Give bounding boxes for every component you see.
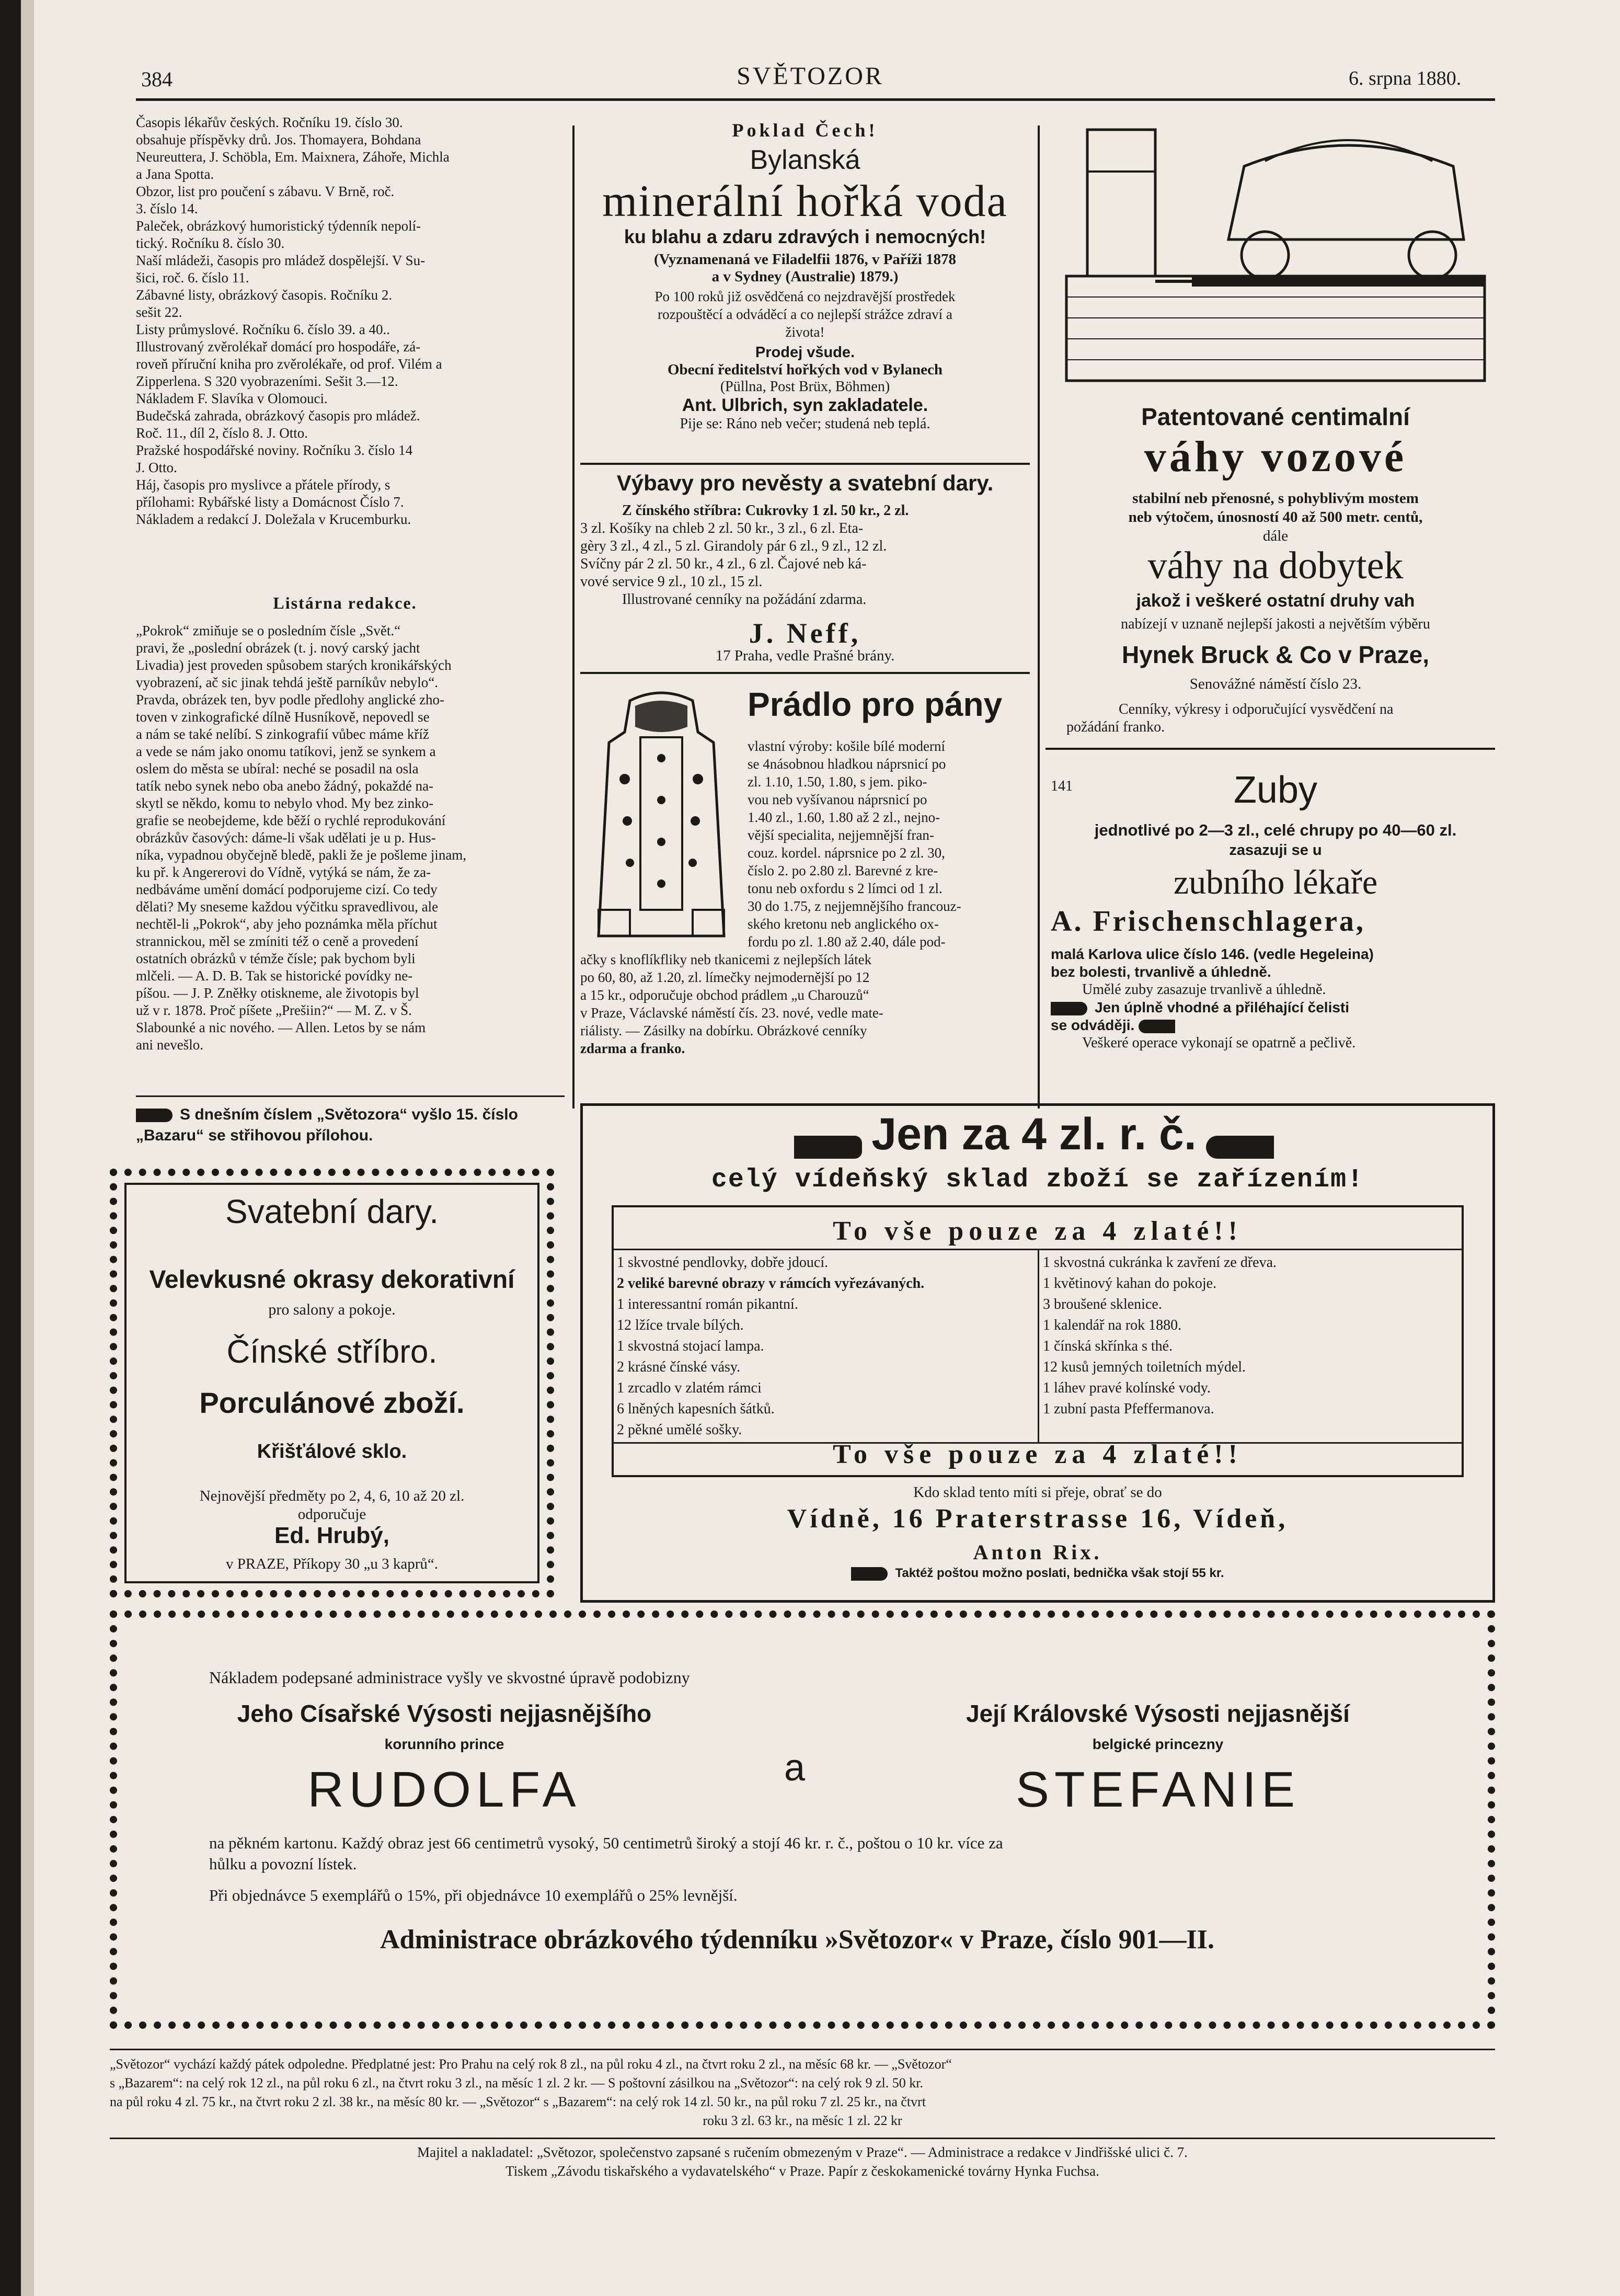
box-title: To vše pouze za 4 zlaté!! [833, 1216, 1243, 1246]
frischenschlager-name: A. Frischenschlagera, [1051, 905, 1365, 938]
vybavy-rule [580, 672, 1030, 674]
box-divider [1038, 1249, 1039, 1442]
vahy-rule [1045, 748, 1495, 750]
column-divider-1 [572, 125, 575, 1109]
footer-rule-top [110, 2049, 1495, 2050]
shirt-illustration [583, 685, 740, 957]
bylanska-rule [580, 463, 1030, 465]
bylanska-slogan: ku blahu a zdaru zdravých i nemocných! [624, 226, 986, 247]
vybavy-text: Z čínského stříbra: Cukrovky 1 zl. 50 kr., 2 zl. 3 zl. Košíky na chleb 2 zl. 50 kr., 3 zl., 6 zl. Eta- gèry 3 zl., 4 zl., 5 zl. Girandoly pár 6 zl., 9 zl., 12 zl. Svíčny pár 2 zl. 50 kr., 4 zl., 6 zl. Čajové neb ká- vové service 9 zl., 10 zl., 15 zl. Illustrované cenníky na požádání zdarma. [580, 502, 909, 608]
bylanska-kicker: Poklad Čech! [732, 120, 878, 141]
zuby-text: malá Karlova ulice číslo 146. (vedle Hegeleina) bez bolesti, trvanlivě a úhledně. Umělé zuby zasazuje trvanlivě a úhledně. Jen úplně vhodné a přiléhající čelisti se odváději. Veškeré operace vykonají se opatrně a pečlivě. [1051, 946, 1374, 1051]
vahy-big2: váhy na dobytek [1147, 544, 1404, 587]
bylanska-ad: Poklad Čech! Bylanská minerální hořká voda ku blahu a zdaru zdravých i nemocných! (Vyznamenaná ve Filadelfii 1876, v Paříži 1878 a v Sydney (Australie) 1879.) Po 100 roků již osvědčená co nejzdravější prostředek rozpouštěcí a odváděcí a co nejlepší strážce zdraví a života! Prodej všude. Obecní ředitelství hořkých vod v Bylanech (Püllna, Post Brüx, Böhmen) Ant. Ulbrich, syn zakladatele. Pije se: Ráno neb večer; studená neb teplá. [580, 119, 1030, 432]
neff-address: 17 Praha, vedle Prašné brány. [715, 647, 895, 664]
portraits-body: na pěkném kartonu. Každý obraz jest 66 centimetrů vysoký, 50 centimetrů široký a stojí 46 kr. r. č., poštou o 10 kr. více za hůlku a povozní lístek. Při objednávce 5 exemplářů o 15%, při objednávce 10 exemplářů o 25% levnější. [209, 1834, 1003, 1904]
vahy-big: váhy vozové [1144, 432, 1407, 481]
pradlo-text-full: ačky s knoflíkfliky neb tkanicemi z nejlepších látek po 60, 80, až 1.20, zl. límečky nejmodernější po 12 a 15 kr., odporučuje obchod prádlem „u Charouzů“ v Praze, Václavské náměstí čís. 23. nové, vedle mate- riálisty. — Zásilky na dobírku. Obrázkové cenníky zdarma a franko. [580, 952, 883, 1056]
header-rule [136, 98, 1495, 101]
zuby-big: zubního lékaře [1173, 863, 1378, 901]
publisher-info: Majitel a nakladatel: „Světozor, společenstvo zapsané s ručením obmezeným v Praze“. — Administrace a redakce v Jindřišské ulici č. 7. Tiskem „Závodu tiskařského a vydavatelského“ v Praze. Papír z českokamenické továrny Hynka Fuchsa. [417, 2144, 1188, 2179]
binding-shadow [21, 0, 34, 2296]
scale-illustration [1056, 119, 1495, 391]
footer-rule-mid [110, 2138, 1495, 2139]
newspaper-page: 384 SVĚTOZOR 6. srpna 1880. Časopis lékařův českých. Ročníku 19. číslo 30. obsahuje příspěvky drů. Jos. Thomayera, Bohdana Neureuttera, J. Schöbla, Em. Maixnera, Záhoře, Michla a Jana Spotta. Obzor, list pro poučení s zábavu. V Brně, roč. 3. číslo 14. Paleček, obrázkový humoristický týdenník nepolí- tický. Ročníku 8. číslo 30. Naší mládeži, časopis pro mládež dospělejší. V Su- šici, roč. 6. číslo 11. Zábavné listy, obrázkový časopis. Ročníku 2. sešit 22. Listy průmyslové. Ročníku 6. číslo 39. a 40.. Illustrovaný zvěrolékař domácí pro hospodáře, zá- roveň příruční kniha pro zvěrolékaře, od prof. Vilém a Zipperlena. S 320 vyobrazeními. Sešit 3.—12. Nákladem F. Slavíka v Olomouci. Budečská zahrada, obrázkový časopis pro mládež. Roč. 11., díl 2, číslo 8. J. Otto. Pražské hospodářské noviny. Ročníku 3. číslo 14 J. Otto. Háj, časopis pro myslivce a přátele přírody, s přílohami: Rybářské listy a Domácnost Číslo 7. Nákladem a redakcí J. Doležala v Krucemburku. Listárna redakce. „Pokrok“ zmiňuje se o posledním čísle „Svět.“ pravi, že „poslední obrázek (t. j. nový carský jacht Livadia) jest proveden spůsobem starých kronikářských vyobrazení, ač sic jinak tehdá ještě parníkův nebylo“. Pravda, obrázek ten, byv podle předlohy anglické zho- toven v zinkografické dílně Husníkově, nepovedl se a nám se také nelíbí. S zinkografií vůbec máme kříž a vede se nám jako onomu tatíkovi, jenž se synkem a oslem do města se ubíral: neché se posadil na osla tatík nebo synek nebo oba anebo žádný, pokaždé na- skytl se někdo, komu to nebylo vhod. My bez zinko- grafie se neobejdeme, kde běží o rychlé reprodukování obrázkův časových: dáme-li však udělati je u p. Hus- níka, vypadnou obyčejně bledě, pakli že je pošleme jinam, ku př. k Angererovi do Vídně, vytýká se nám, že za- nedbáváme umění domácí podporujeme cizí. Co tedy dělati? My sneseme každou výčitku spravedlivou, ale nechtěl-li „Pokrok“, aby jeho poznámka měla příchut strannickou, měl se zmíniti též o ceně a provedení ostatních obrázků v témže čísle; pak bychom byli mlčeli. — A. D. B. Tak se historické povídky ne- píšou. — J. P. Zněłky otiskneme, ale životopis byl už v r. 1878. Proč píšete „Prešiin?“ — M. Z. v Š. Slabounké a nic nového. — Allen. Letos by se nám ani nevešlo. S dnešním číslem „Světozora“ vyšlo 15. číslo „Bazaru“ se střihovou přílohou. Poklad Čech! Bylanská minerální hořká voda ku blahu a zdaru zdravých i nemocných! (Vyznamenaná ve Filadelfii 1876, v Paříži 1878 a v Sydney (Australie) 1879.) Po 100 roků již osvědčená co nejzdravější prostředek rozpouštěcí a odváděcí a co nejlepší strážce zdraví a života! Prodej všude. Obecní ředitelství hořkých vod v Bylanech (Püllna, Post Brüx, Böhmen) Ant. Ulbrich, syn zakladatele. Pije se: Ráno neb večer; studená neb teplá. Výbavy pro nevěsty a svatební dary. Z čínského stříbra: Cukrovky 1 zl. 50 kr., 2 zl. 3 zl. Košíky na chleb 2 zl. 50 kr., 3 zl., 6 zl. Eta- gèry 3 zl., 4 zl., 5 zl. Girandoly pár 6 zl., 9 zl., 12 zl. Svíčny pár 2 zl. 50 kr., 4 zl., 6 zl. Čajové neb ká- vové service 9 zl., 10 zl., 15 zl. Illustrované cenníky na požádání zdarma. J. Neff, 17 Praha, vedle Prašné brány. Prádlo pro pány vlastní výroby: košile bílé moderní se 4násobnou hladkou náprsnicí po zl. 1.10, 1.50, 1.80, s jem. piko- vou neb vyšívanou náprsnicí po 1.40 zl., 1.60, 1.80 až 2 zl., nejno- vější specialita, nejjemnější fran- couz. kordel. náprsnice po 2 zl. 30, číslo 2. po 2.80 zl. Barevné z kre- tonu neb oxfordu s 2 límci od 1 zl. 30 do 1.75, z nejjemnějšího francouz- ského kretonu neb anglického ox- fordu po zl. 1.80 až 2.40, dále pod- ačky s knoflíkfliky neb tkanicemi z nejlepších látek po 60, 80, až 1.20, zl. límečky nejmodernější po 12 a 15 kr., odporučuje obchod prádlem „u Charouzů“ v Praze, Václavské náměstí čís. 23. nové, vedle mate- riálisty. — Zásilky na dobírku. Obrázkové cenníky zdarma a franko. Patentované centimalní váhy vozové stabilní neb přenosné, s pohyblivým mostem neb výtočem, únosností 40 až 500 metr. centů, dále váhy na dobytek jakož i veškeré ostatní druhy vah nabízejí v uznaně nejlepší jakosti a největším výběru Hynek Bruck & Co v Praze, Senovážné náměstí číslo 23. Cenníky, výkresy i odporučující vysvědčení na požádání franko. 141 Zuby jednotlivé po 2—3 zl., celé chrupy po 40—60 zl. zasazuji se u zubního lékaře A. Frischenschlagera, malá Karlova ulice číslo 146. (vedle Hegeleina) bez bolesti, trvanlivě a úhledně. Umělé zuby zasazuje trvanlivě a úhledně. Jen úplně vhodné a přiléhající čelisti se odváději. Veškeré operace vykonají se opatrně a pečlivě. Jen za 4 zl. r. č. celý vídeňský sklad zboží se zařízením! To vše pouze za 4 zlaté!! 1 skvostné pendlovky, dobře jdoucí. 2 veliké barevné obrazy v rámcích vyřezávaných. 1 interessantní román pikantní. 12 lžíce trvale bílých. 1 skvostná stojací lampa. 2 krásné čínské vásy. 1 zrcadlo v zlatém rámci 6 lněných kapesních šátků. 2 pěkné umělé sošky. 1 skvostná cukránka k zavření ze dřeva. 1 květinový kahan do pokoje. 3 broušené sklenice. 1 kalendář na rok 1880. 1 čínská skřínka s thé. 12 kusů jemných toiletních mýdel. 1 láhev pravé kolínské vody. 1 zubní pasta Pfeffermanova. To vše pouze za 4 zlaté!! Kdo sklad tento míti si přeje, obrať se do Vídně, 16 Praterstrasse 16, Vídeň, Anton Rix. Taktéž poštou možno poslati, bednička však stojí 55 kr. Svatební dary. Velevkusné okrasy dekorativní pro salony a pokoje. Čínské stříbro. Porculánové zboží. Křišťálové sklo. Nejnovější předměty po 2, 4, 6, 10 až 20 zl. odporučuje Ed. Hrubý, v PRAZE, Příkopy 30 „u 3 kaprů“. Nákladem podepsané administrace vyšly ve skvostné úpravě podobizny Jeho Císařské Výsosti nejjasnějšího korunního prince RUDOLFA a Její Královské Výsosti nejjasnější belgické princezny STEFANIE na pěkném kartonu. Každý obraz jest 66 centimetrů vysoký, 50 centimetrů široký a stojí 46 kr. r. č., poštou o 10 kr. více za hůlku a povozní lístek. Při objednávce 5 exemplářů o 15%, při objednávce 10 exemplářů o 25% levnější. Administrace obrázkového týdenníku »Světozor« v Praze, číslo 901—II. „Světozor“ vychází každý pátek odpoledne. Předplatné jest: Pro Prahu na celý rok 8 zl., na půl roku 4 zl., na čtvrt roku 2 zl., na měsíc 68 kr. — „Světozor“ s „Bazarem“: na celý rok 12 zl., na půl roku 6 zl., na čtvrt roku 3 zl., na měsíc 1 zl. 2 kr. — S poštovní zásilkou na „Světozor“: na celý rok 9 zl. 50 kr. na půl roku 4 zl. 75 kr., na čtvrt roku 2 zl. 38 kr., na měsíc 80 kr. — „Světozor“ s „Bazarem“: na celý rok 14 zl. 50 kr., na půl roku 7 zl. 25 kr., na čtvrt roku 3 zl. 63 kr., na měsíc 1 zl. 22 kr Majitel a nakladatel: „Světozor, společenstvo zapsané s ručením obmezeným v Praze“. — Administrace a redakce v Jindřišské ulici č. 7. Tiskem „Závodu tiskařského a vydavatelského“ v Praze. Papír z českokamenické továrny Hynka Fuchsa. [0, 0, 1620, 2296]
periodicals-list: Časopis lékařův českých. Ročníku 19. číslo 30. obsahuje příspěvky drů. Jos. Thomayera, Bohdana Neureuttera, J. Schöbla, Em. Maixnera, Záhoře, Michla a Jana Spotta. Obzor, list pro poučení s zábavu. V Brně, roč. 3. číslo 14. Paleček, obrázkový humoristický týdenník nepolí- tický. Ročníku 8. číslo 30. Naší mládeži, časopis pro mládež dospělejší. V Su- šici, roč. 6. číslo 11. Zábavné listy, obrázkový časopis. Ročníku 2. sešit 22. Listy průmyslové. Ročníku 6. číslo 39. a 40.. Illustrovaný zvěrolékař domácí pro hospodáře, zá- roveň příruční kniha pro zvěrolékaře, od prof. Vilém a Zipperlena. S 320 vyobrazeními. Sešit 3.—12. Nákladem F. Slavíka v Olomouci. Budečská zahrada, obrázkový časopis pro mládež. Roč. 11., díl 2, číslo 8. J. Otto. Pražské hospodářské noviny. Ročníku 3. číslo 14 J. Otto. Háj, časopis pro myslivce a přátele přírody, s přílohami: Rybářské listy a Domácnost Číslo 7. Nákladem a redakcí J. Doležala v Krucemburku. [136, 115, 450, 527]
pointing-hand-icon [851, 1567, 888, 1581]
portraits-signature: Administrace obrázkového týdenníku »Světozor« v Praze, číslo 901—II. [380, 1925, 1214, 1955]
zuby-number: 141 [1051, 778, 1073, 794]
stefanie-title: Její Královské Výsosti nejjasnější [966, 1700, 1350, 1727]
pointing-hand-icon [1206, 1136, 1274, 1159]
header-date: 6. srpna 1880. [1349, 67, 1462, 89]
vahy-spec: stabilní neb přenosné, s pohyblivým mostem neb výtočem, únosností 40 až 500 metr. centů, dále [1128, 490, 1423, 544]
pradlo-text: vlastní výroby: košile bílé moderní se 4násobnou hladkou náprsnicí po zl. 1.10, 1.50, 1.80, s jem. piko- vou neb vyšívanou náprsnicí po 1.40 zl., 1.60, 1.80 až 2 zl., nejno- vější specialita, nejjemnější fran- couz. kordel. náprsnice po 2 zl. 30, číslo 2. po 2.80 zl. Barevné z kre- tonu neb oxfordu s 2 límci od 1 zl. 30 do 1.75, z nejjemnějšího francouz- ského kretonu neb anglického ox- fordu po zl. 1.80 až 2.40, dále pod- [748, 738, 961, 950]
pointing-hand-icon [136, 1109, 173, 1122]
binding-edge [0, 0, 21, 2296]
bylanska-brand: Bylanská [750, 145, 860, 175]
pradlo-title: Prádlo pro pány [748, 686, 1003, 723]
page-number: 384 [141, 67, 173, 91]
masthead: SVĚTOZOR [737, 62, 884, 90]
zuby-title: Zuby [1233, 769, 1318, 811]
rix-name: Anton Rix. [973, 1540, 1102, 1564]
svatebni-title: Svatební dary. [225, 1193, 439, 1230]
pointing-hand-icon [1051, 1002, 1087, 1015]
rix-address: Vídně, 16 Praterstrasse 16, Vídeň, [787, 1504, 1289, 1534]
left-items: 1 skvostné pendlovky, dobře jdoucí. 2 veliké barevné obrazy v rámcích vyřezávaných. 1 interessantní román pikantní. 12 lžíce trvale bílých. 1 skvostná stojací lampa. 2 krásné čínské vásy. 1 zrcadlo v zlatém rámci 6 lněných kapesních šátků. 2 pěkné umělé sošky. [617, 1254, 925, 1438]
jen-za-sub: celý vídeňský sklad zboží se zařízením! [711, 1165, 1364, 1195]
bylanska-product: minerální hořká voda [602, 176, 1008, 226]
rudolfa-name: RUDOLFA [307, 1762, 581, 1818]
box-footer: To vše pouze za 4 zlaté!! [833, 1440, 1243, 1469]
listarna-title: Listárna redakce. [273, 593, 417, 612]
subscription-terms: „Světozor“ vychází každý pátek odpoledne. Předplatné jest: Pro Prahu na celý rok 8 zl., na půl roku 4 zl., na čtvrt roku 2 zl., na měsíc 68 kr. — „Světozor“ s „Bazarem“: na celý rok 12 zl., na půl roku 6 zl., na čtvrt roku 3 zl., na měsíc 1 zl. 2 kr. — S poštovní zásilkou na „Světozor“: na celý rok 9 zl. 50 kr. na půl roku 4 zl. 75 kr., na čtvrt roku 2 zl. 38 kr., na měsíc 80 kr. — „Světozor“ s „Bazarem“: na celý rok 14 zl. 50 kr., na půl roku 7 zl. 25 kr., na čtvrt roku 3 zl. 63 kr., na měsíc 1 zl. 22 kr [110, 2057, 952, 2128]
rudolf-title: Jeho Císařské Výsosti nejjasnějšího [237, 1700, 652, 1727]
neff-firm: J. Neff, [749, 618, 861, 649]
notice-rule [136, 1095, 565, 1097]
jen-za-headline-wrap [580, 1109, 1495, 1160]
pointing-hand-icon [1139, 1020, 1175, 1033]
vybavy-title: Výbavy pro nevěsty a svatební dary. [616, 471, 994, 495]
vahy-footer: Cenníky, výkresy i odporučující vysvědčení na požádání franko. [1066, 701, 1394, 735]
bruck-firm: Hynek Bruck & Co v Praze, [1121, 641, 1429, 668]
jen-za-headline: Jen za 4 zl. r. č. [871, 1109, 1197, 1159]
column-divider-2 [1038, 125, 1040, 1109]
pointing-hand-icon [794, 1136, 862, 1159]
right-items: 1 skvostná cukránka k zavření ze dřeva. 1 květinový kahan do pokoje. 3 broušené sklenice. 1 kalendář na rok 1880. 1 čínská skřínka s thé. 12 kusů jemných toiletních mýdel. 1 láhev pravé kolínské vody. 1 zubní pasta Pfeffermanova. [1043, 1254, 1277, 1417]
rix-note: Taktéž poštou možno poslati, bednička však stojí 55 kr. [580, 1566, 1495, 1581]
listarna-text: „Pokrok“ zmiňuje se o posledním čísle „Svět.“ pravi, že „poslední obrázek (t. j. nový carský jacht Livadia) jest proveden spůsobem starých kronikářských vyobrazení, ač sic jinak tehdá ještě parníkův nebylo“. Pravda, obrázek ten, byv podle předlohy anglické zho- toven v zinkografické dílně Husníkově, nepovedl se a nám se také nelíbí. S zinkografií vůbec máme kříž a vede se nám jako onomu tatíkovi, jenž se synkem a oslem do města se ubíral: neché se posadil na osla tatík nebo synek nebo oba anebo žádný, pokaždé na- skytl se někdo, komu to nebylo vhod. My bez zinko- grafie se neobejdeme, kde běží o rychlé reprodukování obrázkův časových: dáme-li však udělati je u p. Hus- níka, vypadnou obyčejně bledě, pakli že je pošleme jinam, ku př. k Angererovi do Vídně, vytýká se nám, že za- nedbáváme umění domácí podporujeme cizí. Co tedy dělati? My sneseme každou výčitku spravedlivou, ale nechtěl-li „Pokrok“, aby jeho poznámka měla příchut strannickou, měl se zmíniti též o ceně a provedení ostatních obrázků v témže čísle; pak bychom byli mlčeli. — A. D. B. Tak se historické povídky ne- píšou. — J. P. Zněłky otiskneme, ale životopis byl už v r. 1878. Proč píšete „Prešiin?“ — M. Z. v Š. Slabounké a nic nového. — Allen. Letos by se nám ani nevešlo. [136, 623, 467, 1053]
stefanie-name: STEFANIE [1015, 1762, 1301, 1818]
vahy-title: Patentované centimalní [1141, 403, 1410, 430]
hruby-firm: Ed. Hrubý, [274, 1523, 390, 1548]
bazar-notice: S dnešním číslem „Světozora“ vyšlo 15. číslo „Bazaru“ se střihovou přílohou. [136, 1106, 518, 1144]
